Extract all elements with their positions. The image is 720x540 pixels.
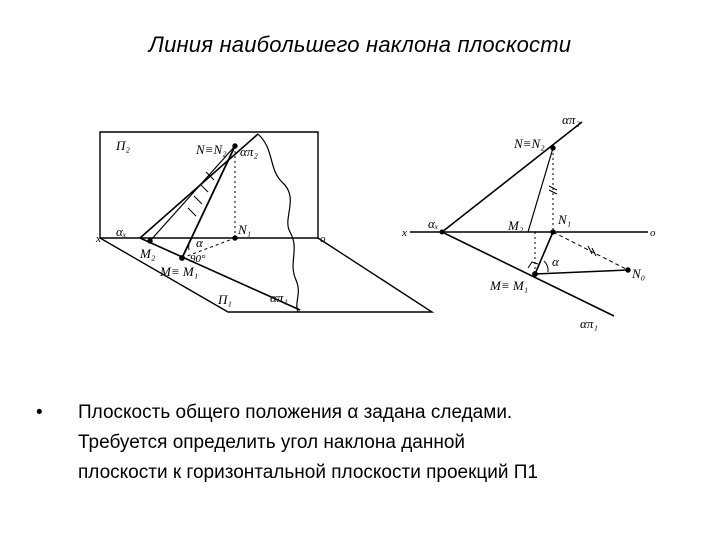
label-m-eq-right: M≡ M₁ [490,278,529,293]
m1-n0-line [535,270,628,274]
label-m2-left: M₂ [140,246,156,261]
right-figure [410,122,648,316]
plane-wavy-edge [258,134,298,312]
label-p1: П₁ [218,292,232,307]
right-labels [401,112,656,331]
right-angle-mark [528,262,538,268]
bullet-line-2: Требуется определить угол наклона данной [78,432,466,453]
label-p2: П₂ [116,138,130,153]
bullet-line-1: Плоскость общего положения α задана следами. [78,402,513,423]
label-alpha-p1-left: απ₁ [270,290,288,305]
label-alpha-x-right: αₓ [428,216,439,231]
label-x-left: x [96,233,101,245]
slide-title: Линия наибольшего наклона плоскости [148,32,572,57]
label-alpha-p2-left: απ₂ [240,144,258,159]
label-alpha-p1-right: απ₁ [580,316,598,331]
m2-n-line [150,146,235,241]
label-x-right: x [402,227,407,239]
label-o-left: o [320,233,326,245]
angle-alpha-arc-right [544,261,548,272]
left-labels [95,138,326,307]
label-n1-left: N₁ [238,222,252,237]
label-alpha-left: α [196,235,203,250]
left-figure [100,132,432,312]
label-n-eq-left: N≡N₂ [196,142,227,157]
bullet-paragraph [36,398,696,488]
bullet-marker: • [36,402,43,423]
label-alpha-x-left: αₓ [116,224,127,239]
label-m2-right: M₂ [508,218,524,233]
label-m-eq-left: M≡ M₁ [160,264,199,279]
bullet-text [78,398,696,488]
label-90deg: 90° [190,253,206,265]
trace-alpha-p1-right [442,232,614,316]
label-n0-right: N₀ [632,266,646,281]
label-n-eq-right: N≡N₂ [514,136,545,151]
label-o-right: o [650,227,656,239]
label-n1-right: N₁ [558,212,572,227]
label-alpha-right: α [552,254,559,269]
bullet-line-3: плоскости к горизонтальной плоскости проекций П1 [78,462,538,483]
m1-n1-line-right [535,232,553,274]
label-alpha-p2-right: απ₂ [562,112,580,127]
